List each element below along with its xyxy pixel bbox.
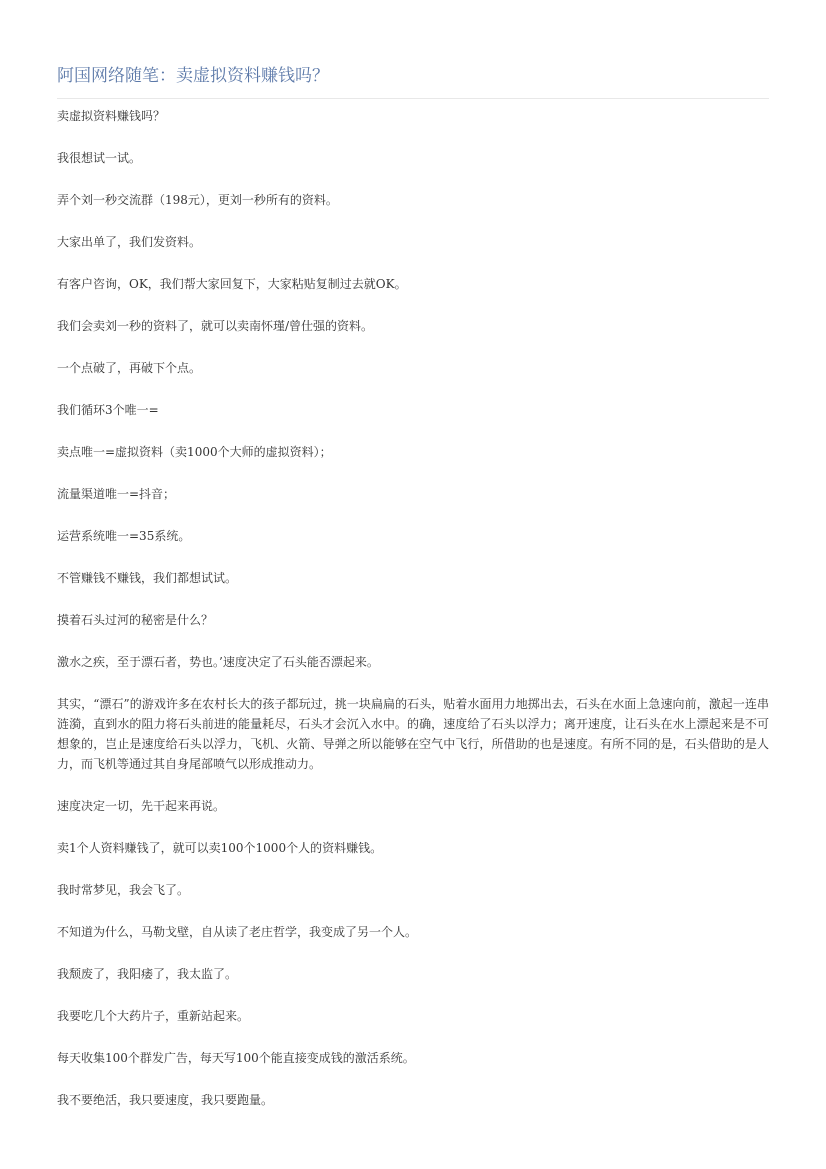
paragraph: 大家出单了，我们发资料。 [57,235,202,249]
paragraph: 我要吃几个大药片子，重新站起来。 [57,1009,250,1023]
paragraph: 其实，“漂石”的游戏许多在农村长大的孩子都玩过，挑一块扁扁的石头，贴着水面用力地掷出去，石头在水面上急速向前，激起一连串涟漪，直到水的阻力将石头前进的能量耗尽，石头才会沉入水中。的确，速度给了石头以浮力；离开速度，让石头在水上漂起来是不可想象的，岂止是速度给石头以浮力，飞机、火箭、导弹之所以能够在空气中飞行，所借助的也是速度。有所不同的是，石头借助的是人力，而飞机等通过其自身尾部喷气以形成推动力。 [57,697,769,771]
paragraph: 卖虚拟资料赚钱吗？ [57,109,166,123]
paragraph: 不管赚钱不赚钱，我们都想试试。 [57,571,238,585]
paragraph: 速度决定一切，先干起来再说。 [57,799,226,813]
paragraph: 我们会卖刘一秒的资料了，就可以卖南怀瑾/曾仕强的资料。 [57,319,374,333]
paragraph: 一个点破了，再破下个点。 [57,361,202,375]
paragraph: 有客户咨询，OK，我们帮大家回复下，大家粘贴复制过去就OK。 [57,277,407,291]
paragraph: 我时常梦见，我会飞了。 [57,883,190,897]
paragraph: 我颓废了，我阳痿了，我太监了。 [57,967,238,981]
paragraph: 我不要绝活，我只要速度，我只要跑量。 [57,1093,274,1107]
title-divider [57,98,769,99]
paragraph: 流量渠道唯一=抖音； [57,487,176,501]
paragraph: 我很想试一试。 [57,151,142,165]
paragraph: 每天收集100个群发广告，每天写100个能直接变成钱的激活系统。 [57,1051,415,1065]
paragraph: 我们循环3个唯一= [57,403,159,417]
paragraph: 激水之疾，至于漂石者，势也。’速度决定了石头能否漂起来。 [57,655,379,669]
paragraph: 运营系统唯一=35系统。 [57,529,191,543]
paragraph: 摸着石头过河的秘密是什么？ [57,613,214,627]
paragraph: 弄个刘一秒交流群（198元），更刘一秒所有的资料。 [57,193,338,207]
paragraph: 卖点唯一=虚拟资料（卖1000个大师的虚拟资料）； [57,445,332,459]
article-title: 阿国网络随笔：卖虚拟资料赚钱吗？ [57,66,329,86]
article-body [57,106,769,1132]
paragraph: 不知道为什么，马勒戈壁，自从读了老庄哲学，我变成了另一个人。 [57,925,418,939]
paragraph: 卖1个人资料赚钱了，就可以卖100个1000个人的资料赚钱。 [57,841,383,855]
